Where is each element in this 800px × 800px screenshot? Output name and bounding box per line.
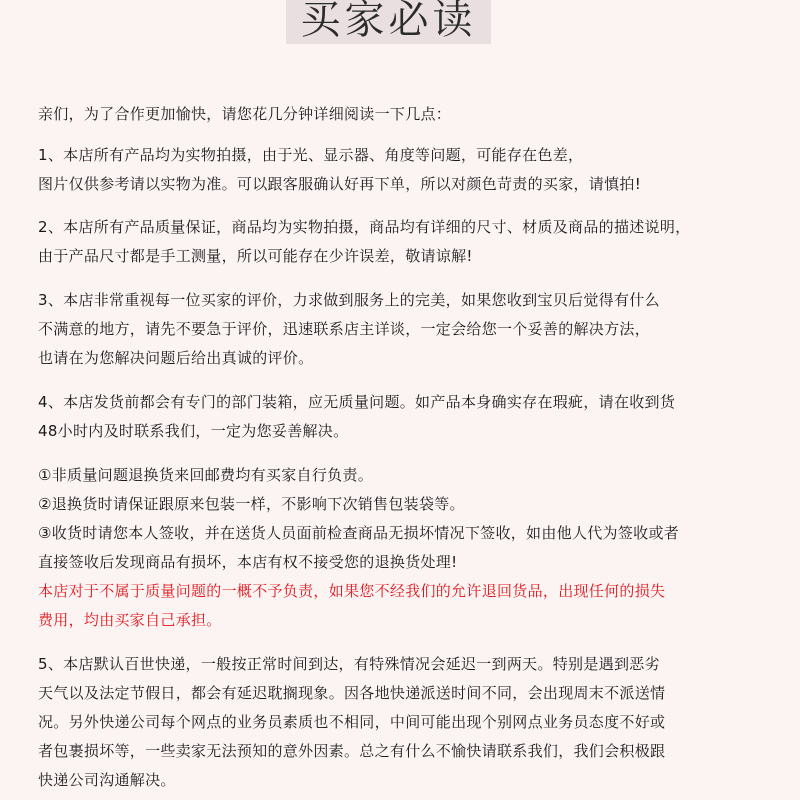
section-5-line-2: 天气以及法定节假日，都会有延迟耽搁现象。因各地快递派送时间不同，会出现周末不派送情 (38, 684, 666, 702)
warning-line-1: 本店对于不属于质量问题的一概不予负责，如果您不经我们的允许退回货品，出现任何的损失 (38, 582, 666, 600)
section-5-line-3: 况。另外快递公司每个网点的业务员素质也不相同，中间可能出现个别网点业务员态度不好或 (38, 713, 666, 731)
section-4-line-2: 48小时内及时联系我们，一定为您妥善解决。 (38, 422, 349, 440)
section-2-line-2: 由于产品尺寸都是手工测量，所以可能存在少许误差，敬请谅解! (38, 247, 473, 265)
section-5-line-4: 者包裹损坏等，一些卖家无法预知的意外因素。总之有什么不愉快请联系我们，我们会积极跟 (38, 742, 666, 760)
rule-2: ②退换货时请保证跟原来包装一样，不影响下次销售包装袋等。 (38, 495, 465, 513)
rule-3-line-1: ③收货时请您本人签收，并在送货人员面前检查商品无损坏情况下签收，如由他人代为签收或者 (38, 524, 680, 542)
section-3-line-3: 也请在为您解决问题后给出真诚的评价。 (38, 349, 314, 367)
title-band (286, 0, 491, 44)
intro-line: 亲们，为了合作更加愉快，请您花几分钟详细阅读一下几点： (38, 105, 452, 123)
page-title: 买家必读 (300, 0, 477, 43)
section-5-line-5: 快递公司沟通解决。 (38, 771, 176, 789)
section-2-line-1: 2、本店所有产品质量保证，商品均为实物拍摄，商品均有详细的尺寸、材质及商品的描述说明， (38, 218, 691, 236)
rule-1: ①非质量问题退换货来回邮费均有买家自行负责。 (38, 466, 374, 484)
section-3-line-1: 3、本店非常重视每一位买家的评价，力求做到服务上的完美，如果您收到宝贝后觉得有什么 (38, 291, 660, 309)
section-3-line-2: 不满意的地方，请先不要急于评价，迅速联系店主详谈，一定会给您一个妥善的解决方法， (38, 320, 651, 338)
warning-line-2: 费用，均由买家自己承担。 (38, 611, 222, 629)
section-5-line-1: 5、本店默认百世快递，一般按正常时间到达，有特殊情况会延迟一到两天。特别是遇到恶劣 (38, 655, 660, 673)
section-1-line-2: 图片仅供参考请以实物为准。可以跟客服确认好再下单，所以对颜色苛责的买家，请慎拍! (38, 175, 642, 193)
section-4-line-1: 4、本店发货前都会有专门的部门装箱，应无质量问题。如产品本身确实存在瑕疵，请在收到货 (38, 393, 676, 411)
rule-3-line-2: 直接签收后发现商品有损坏，本店有权不接受您的退换货处理! (38, 553, 458, 571)
section-1-line-1: 1、本店所有产品均为实物拍摄，由于光、显示器、角度等问题，可能存在色差， (38, 146, 584, 164)
